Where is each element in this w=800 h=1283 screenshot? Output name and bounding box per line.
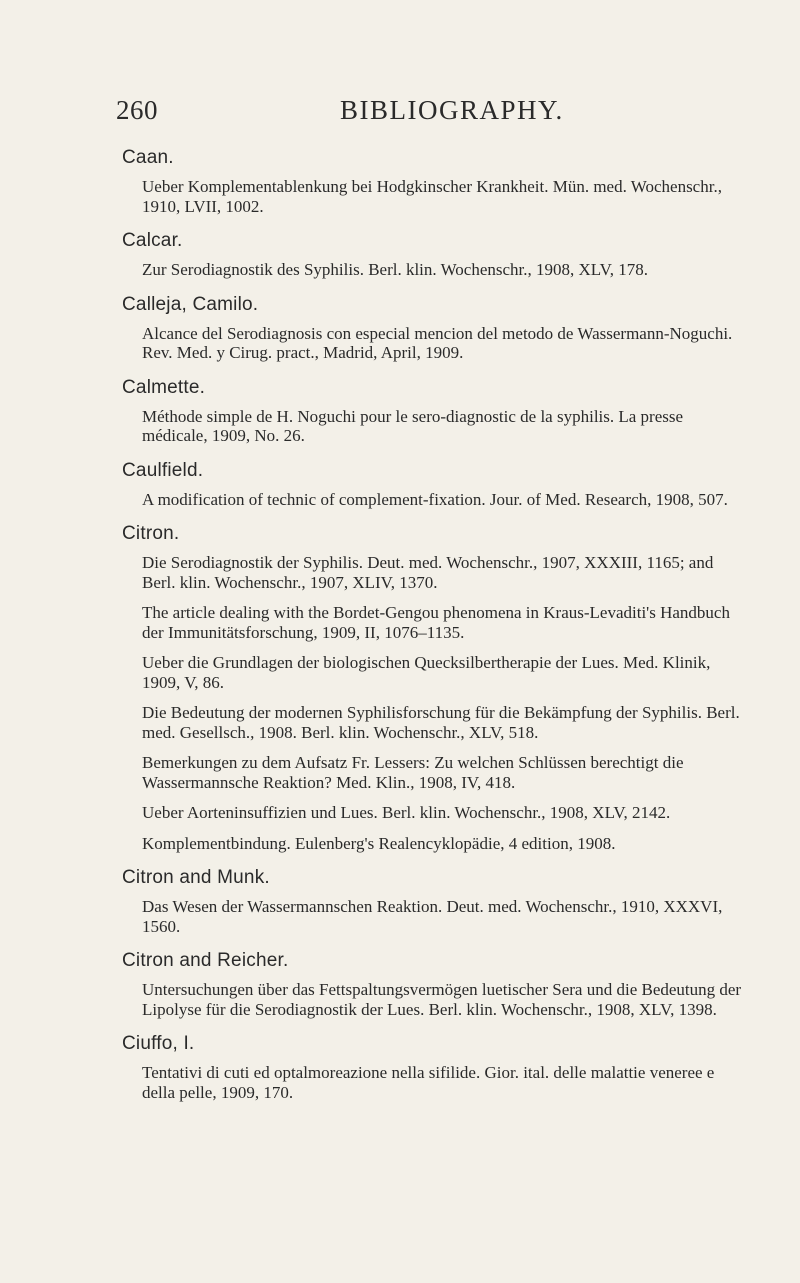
entry-references [142,324,742,363]
reference-text: Komplementbindung. Eulenberg's Realencyklopädie, 4 edition, 1908. [142,833,616,853]
entry-author: Ciuffo, I. [122,1033,195,1054]
reference-text: Alcance del Serodiagnosis con especial mencion del metodo de Wassermann-Noguchi. Rev. Med. y Cirug. pract., Madrid, April, 1909. [142,323,733,362]
bibliography-list [122,147,742,1116]
reference-text: Das Wesen der Wassermannschen Reaktion. Deut. med. Wochenschr., 1910, XXXVI, 1560. [142,897,723,936]
entry-references [142,1063,742,1102]
entry-author: Caulfield. [122,459,204,481]
bibliography-entry [122,294,742,363]
bibliography-entry [122,230,742,280]
reference-text: Ueber Aorteninsuffizien und Lues. Berl. klin. Wochenschr., 1908, XLV, 2142. [142,803,671,822]
reference-text: A modification of technic of complement-fixation. Jour. of Med. Research, 1908, 507. [142,489,728,509]
bibliography-entry [122,1033,742,1102]
reference-text: Untersuchungen über das Fettspaltungsvermögen luetischer Sera und die Bedeutung der Lipolyse für die Serodiagnostik der Lues. Berl. klin. Wochenschr., 1908, XLV, 1398. [142,980,742,1019]
entry-author: Caan. [122,147,174,168]
entry-references [142,177,742,216]
reference-text: Die Serodiagnostik der Syphilis. Deut. med. Wochenschr., 1907, XXXIII, 1165; and Berl. klin. Wochenschr., 1907, XLIV, 1370. [142,553,714,592]
reference-text: Méthode simple de H. Noguchi pour le sero-diagnostic de la syphilis. La presse médicale, 1909, No. 26. [142,406,684,445]
reference-text: Die Bedeutung der modernen Syphilisforschung für die Bekämpfung der Syphilis. Berl. med. Gesellsch., 1908. Berl. klin. Wochenschr., XLV, 518. [142,703,740,742]
bibliography-entry [122,867,742,936]
entry-references [142,980,742,1019]
entry-references [142,553,742,853]
reference-text: The article dealing with the Bordet-Gengou phenomena in Kraus-Levaditi's Handbuch der Immunitätsforschung, 1909, II, 1076–1135. [142,603,730,642]
reference-text: Zur Serodiagnostik des Syphilis. Berl. klin. Wochenschr., 1908, XLV, 178. [142,260,648,279]
entry-author: Citron and Reicher. [122,950,289,971]
bibliography-entry [122,377,742,446]
entry-author: Citron. [122,523,180,544]
reference-text: Ueber die Grundlagen der biologischen Quecksilbertherapie der Lues. Med. Klinik, 1909, V, 86. [142,653,711,692]
entry-references [142,897,742,936]
reference-text: Bemerkungen zu dem Aufsatz Fr. Lessers: Zu welchen Schlüssen berechtigt die Wassermannsche Reaktion? Med. Klin., 1908, IV, 418. [142,753,684,792]
bibliography-entry [122,523,742,853]
entry-author: Citron and Munk. [122,867,270,888]
bibliography-entry [122,460,742,510]
entry-references [142,490,742,510]
running-title: BIBLIOGRAPHY. [340,95,564,125]
reference-text: Tentativi di cuti ed optalmoreazione nella sifilide. Gior. ital. delle malattie veneree e della pelle, 1909, 170. [142,1063,715,1102]
entry-author: Calmette. [122,376,206,398]
entry-references [142,260,742,280]
bibliography-entry [122,147,742,216]
entry-references [142,407,742,446]
page-header [116,95,800,135]
entry-author: Calleja, Camilo. [122,293,259,315]
entry-author: Calcar. [122,230,183,251]
bibliography-entry [122,950,742,1019]
reference-text: Ueber Komplementablenkung bei Hodgkinscher Krankheit. Mün. med. Wochenschr., 1910, LVII, 1002. [142,177,722,216]
page-number: 260 [116,95,158,125]
